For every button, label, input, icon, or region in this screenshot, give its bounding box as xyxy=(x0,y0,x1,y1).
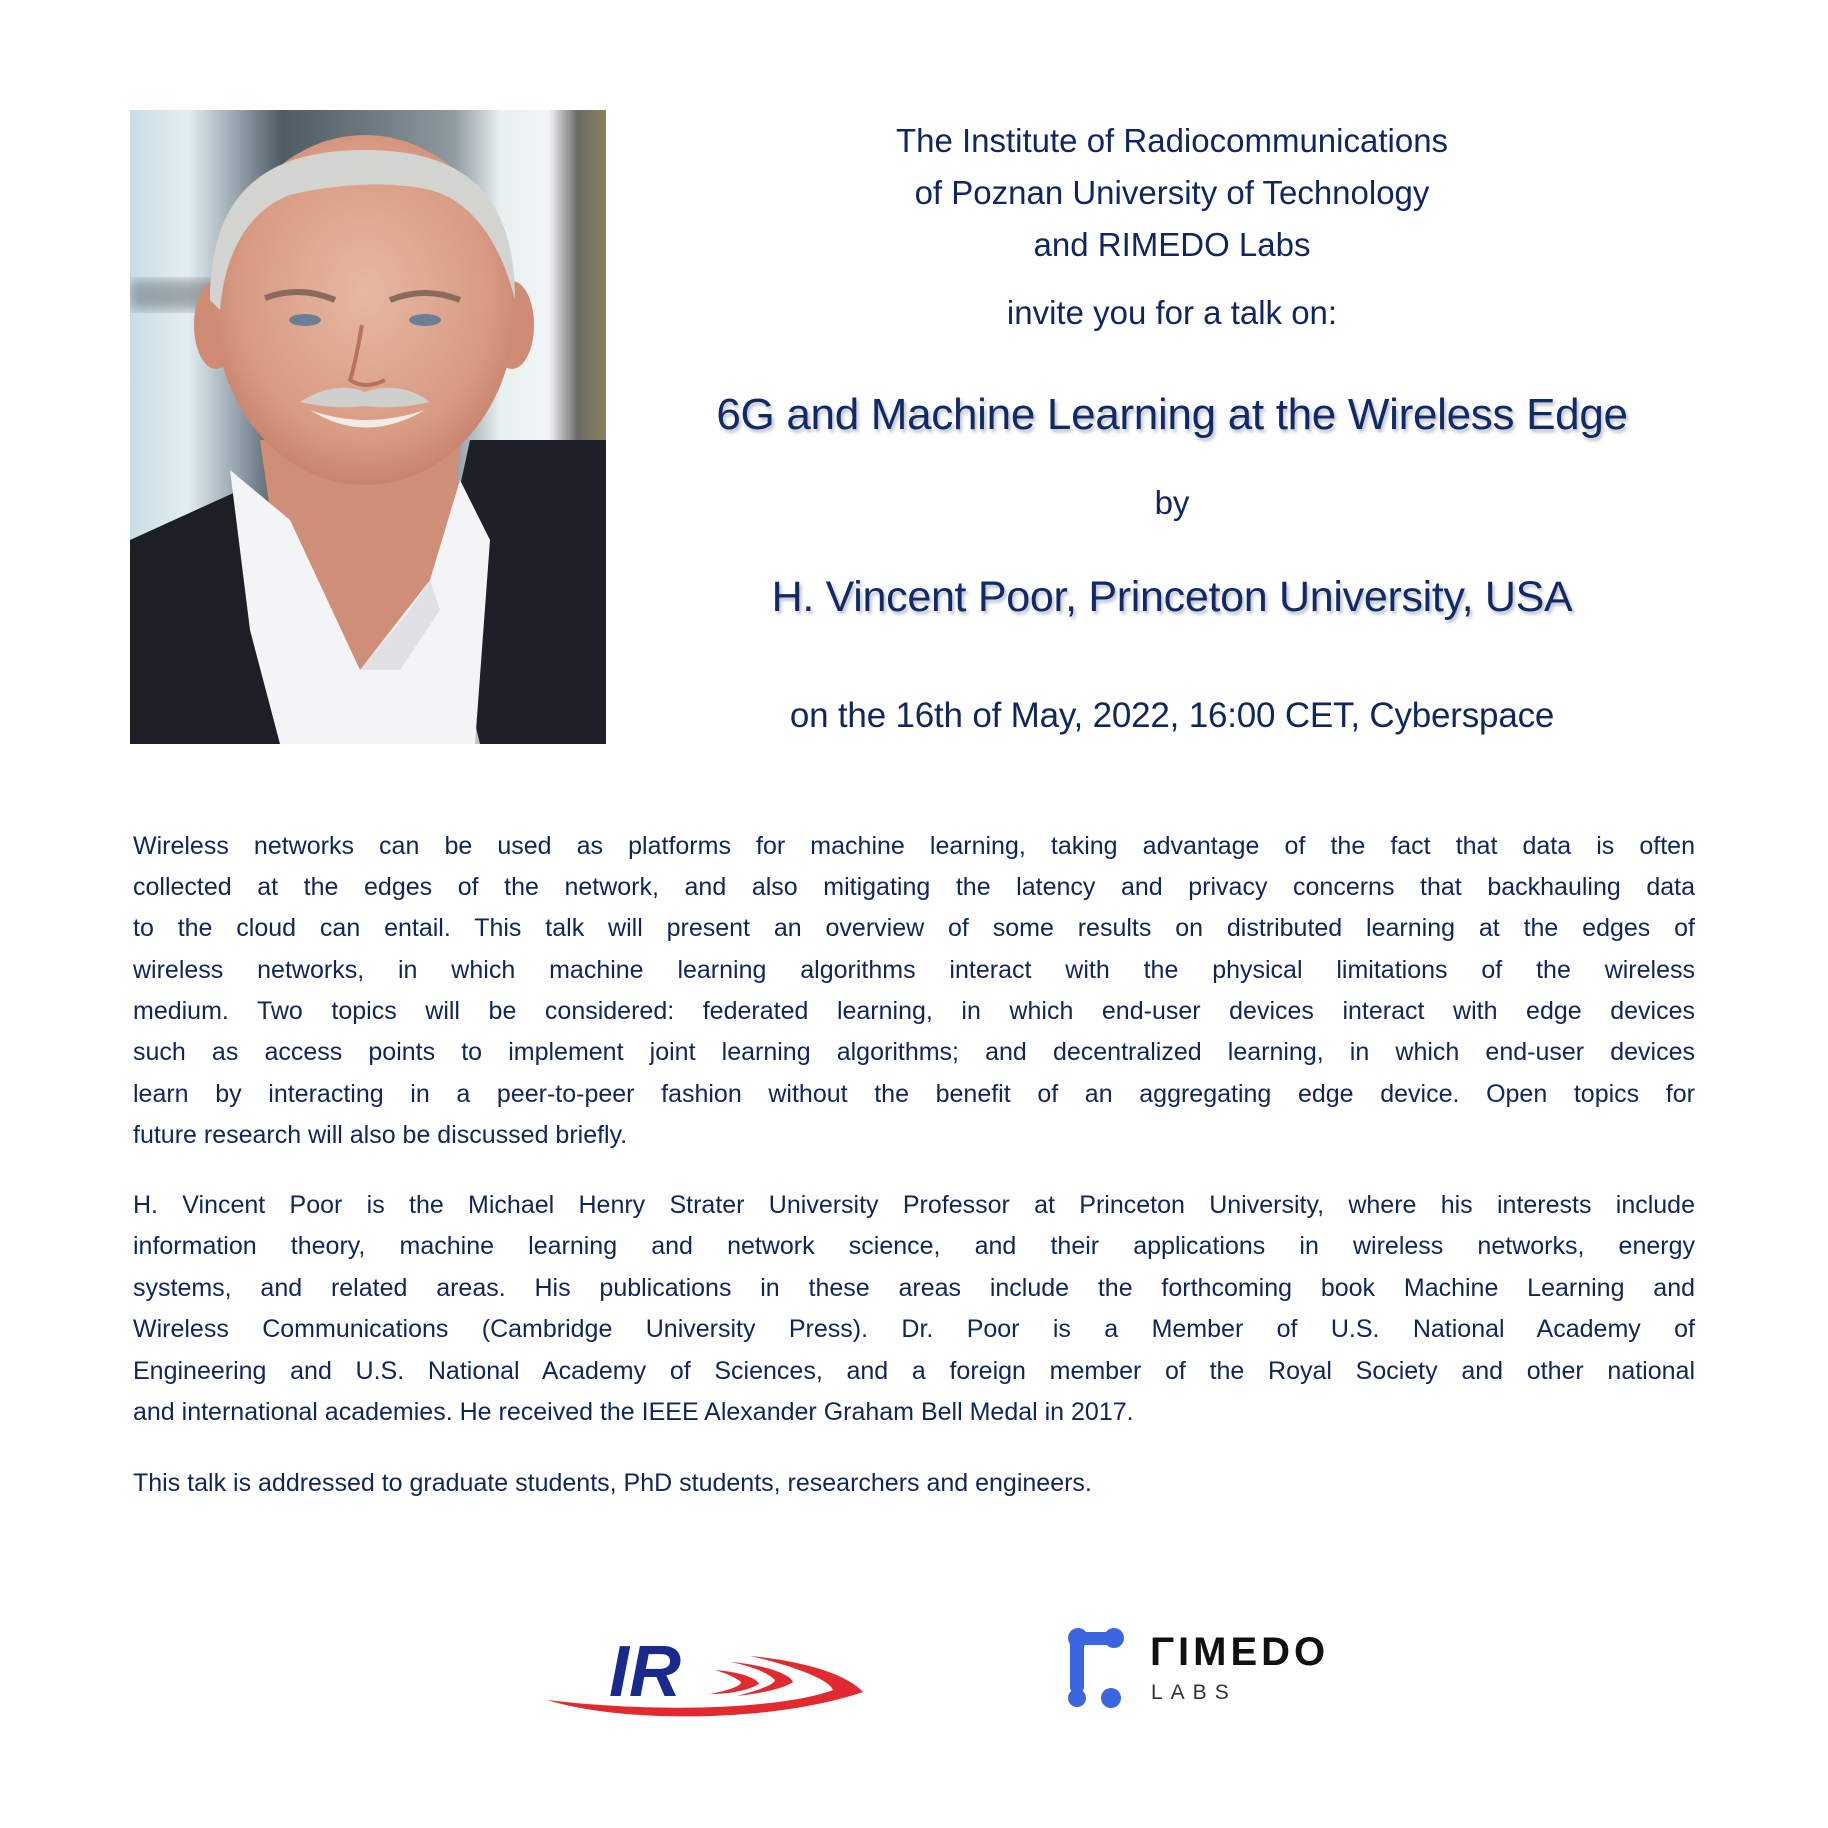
rimedo-logo xyxy=(1066,1626,1366,1710)
bio-line: and international academies. He received the IEEE Alexander Graham Bell Medal in 2017. xyxy=(133,1398,1134,1426)
ir-logo-icon xyxy=(545,1632,865,1720)
abstract-line: Wireless networks can be used as platforms for machine learning, taking advantage of the fact that data is often xyxy=(133,832,1695,860)
speaker-photo xyxy=(130,110,606,744)
org-line-3: and RIMEDO Labs xyxy=(1033,226,1311,263)
ir-text: IR xyxy=(609,1632,681,1712)
rimedo-labs-text: LABS xyxy=(1151,1681,1237,1704)
invite-line: invite you for a talk on: xyxy=(1006,294,1338,331)
bio-line: Wireless Communications (Cambridge University Press). Dr. Poor is a Member of U.S. National Academy of xyxy=(133,1315,1695,1343)
abstract-line: wireless networks, in which machine learning algorithms interact with the physical limitations of the wireless xyxy=(133,956,1695,984)
abstract-line: medium. Two topics will be considered: federated learning, in which end-user devices interact with edge devices xyxy=(133,997,1695,1025)
date-line: on the 16th of May, 2022, 16:00 CET, Cyberspace xyxy=(789,696,1555,735)
portrait-image xyxy=(130,110,606,744)
abstract-line: future research will also be discussed briefly. xyxy=(133,1121,628,1149)
talk-title: 6G and Machine Learning at the Wireless Edge xyxy=(716,390,1628,439)
speaker-name: H. Vincent Poor, Princeton University, USA xyxy=(771,573,1573,621)
bio-line: information theory, machine learning and network science, and their applications in wireless networks, energy xyxy=(133,1232,1695,1260)
org-line-2: of Poznan University of Technology xyxy=(914,174,1430,211)
rimedo-logo-icon xyxy=(1066,1626,1126,1710)
rimedo-wordmark: ΓIMEDO xyxy=(1150,1630,1330,1674)
bio-line: Engineering and U.S. National Academy of Sciences, and a foreign member of the Royal Society and other national xyxy=(133,1357,1695,1385)
abstract-line: collected at the edges of the network, and also mitigating the latency and privacy concerns that backhauling data xyxy=(133,873,1695,901)
audience-line: This talk is addressed to graduate students, PhD students, researchers and engineers. xyxy=(133,1469,1092,1497)
ir-logo xyxy=(545,1632,865,1720)
abstract-line: learn by interacting in a peer-to-peer fashion without the benefit of an aggregating edge device. Open topics for xyxy=(133,1080,1695,1108)
abstract-line: such as access points to implement joint learning algorithms; and decentralized learning, in which end-user devices xyxy=(133,1038,1695,1066)
bio-line: systems, and related areas. His publications in these areas include the forthcoming book Machine Learning and xyxy=(133,1274,1695,1302)
by-label: by xyxy=(1154,484,1190,521)
bio-line: H. Vincent Poor is the Michael Henry Strater University Professor at Princeton University, where his interests include xyxy=(133,1191,1695,1219)
org-line-1: The Institute of Radiocommunications xyxy=(895,122,1449,159)
abstract-line: to the cloud can entail. This talk will present an overview of some results on distributed learning at the edges of xyxy=(133,914,1695,942)
